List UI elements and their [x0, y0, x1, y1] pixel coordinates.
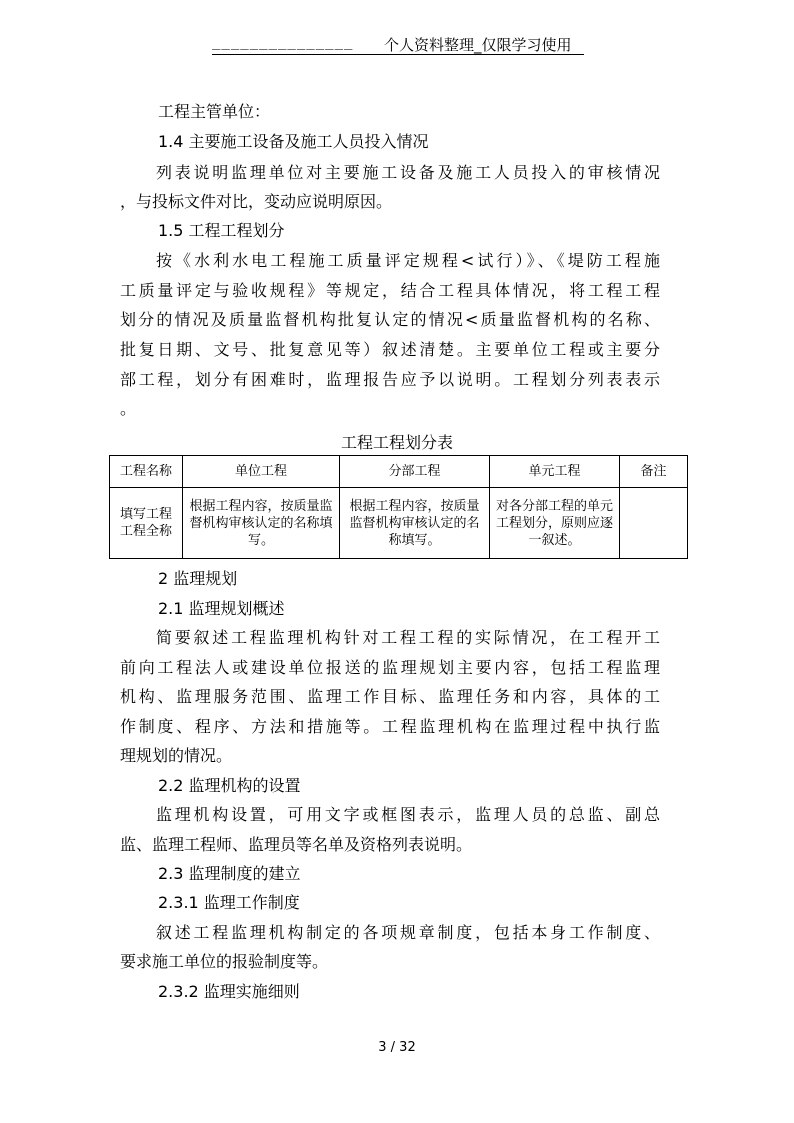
table-header-cell: 分部工程 [340, 456, 490, 488]
paragraph-line: 监理机构设置，可用文字或框图表示，监理人员的总监、副总 [156, 805, 660, 824]
paragraph-line: 叙述工程监理机构制定的各项规章制度，包括本身工作制度、 [156, 923, 660, 942]
table-cell: 对各分部工程的单元工程划分，原则应逐一叙述。 [490, 488, 620, 559]
paragraph-line: 列表说明监理单位对主要施工设备及施工人员投入的审核情况 [156, 163, 660, 182]
section-heading: 1.4 主要施工设备及施工人员投入情况 [158, 132, 429, 151]
project-division-table [109, 455, 688, 559]
section-heading: 2.3 监理制度的建立 [158, 864, 301, 883]
page-header [212, 34, 584, 56]
table-header-cell: 单位工程 [183, 456, 340, 488]
paragraph-line: 作制度、程序、方法和措施等。工程监理机构在监理过程中执行监 [120, 717, 660, 736]
table-header-cell: 工程名称 [110, 456, 183, 488]
table-cell: 根据工程内容，按质量监督机构审核认定的名称填写。 [183, 488, 340, 559]
header-text: 个人资料整理_仅限学习使用 [384, 36, 572, 54]
page-number: 3 / 32 [378, 1040, 416, 1055]
paragraph-line: 前向工程法人或建设单位报送的监理规划主要内容，包括工程监理 [120, 658, 660, 677]
header-dashes: _______________ [212, 34, 354, 50]
header-rule [212, 54, 584, 55]
paragraph-line: 部工程，划分有困难时，监理报告应予以说明。工程划分列表表示 [120, 370, 660, 389]
table-cell: 根据工程内容，按质量监督机构审核认定的名称填写。 [340, 488, 490, 559]
paragraph-line: 简要叙述工程监理机构针对工程工程的实际情况，在工程开工 [156, 628, 660, 647]
paragraph-line: 划分的情况及质量监督机构批复认定的情况<质量监督机构的名称、 [120, 310, 660, 329]
paragraph-line: 工程主管单位： [158, 102, 271, 121]
paragraph-line: ，与投标文件对比，变动应说明原因。 [120, 192, 393, 211]
paragraph-line: 工质量评定与验收规程》等规定，结合工程具体情况，将工程工程 [120, 281, 660, 300]
paragraph-line: 按《水利水电工程施工质量评定规程<试行）》、《堤防工程施 [156, 251, 660, 270]
paragraph-line: 理规划的情况。 [120, 746, 233, 765]
section-heading: 2 监理规划 [158, 569, 238, 588]
table-header-row [110, 456, 688, 488]
paragraph-line: 机构、监理服务范围、监理工作目标、监理任务和内容，具体的工 [120, 687, 660, 706]
table-header-cell: 单元工程 [490, 456, 620, 488]
section-heading: 2.2 监理机构的设置 [158, 776, 301, 795]
table-cell: 填写工程工程全称 [110, 488, 183, 559]
section-heading: 2.1 监理规划概述 [158, 599, 285, 618]
paragraph-line: 批复日期、文号、批复意见等）叙述清楚。主要单位工程或主要分 [120, 340, 660, 359]
paragraph-line: 要求施工单位的报验制度等。 [120, 952, 329, 971]
table-header-cell: 备注 [620, 456, 688, 488]
table-row [110, 488, 688, 559]
section-heading: 1.5 工程工程划分 [158, 221, 285, 240]
table-cell [620, 488, 688, 559]
paragraph-line: 。 [120, 399, 137, 418]
table-title: 工程工程划分表 [340, 433, 453, 452]
section-heading: 2.3.1 监理工作制度 [158, 893, 300, 912]
section-heading: 2.3.2 监理实施细则 [158, 982, 300, 1001]
paragraph-line: 监、监理工程师、监理员等名单及资格列表说明。 [120, 835, 473, 854]
